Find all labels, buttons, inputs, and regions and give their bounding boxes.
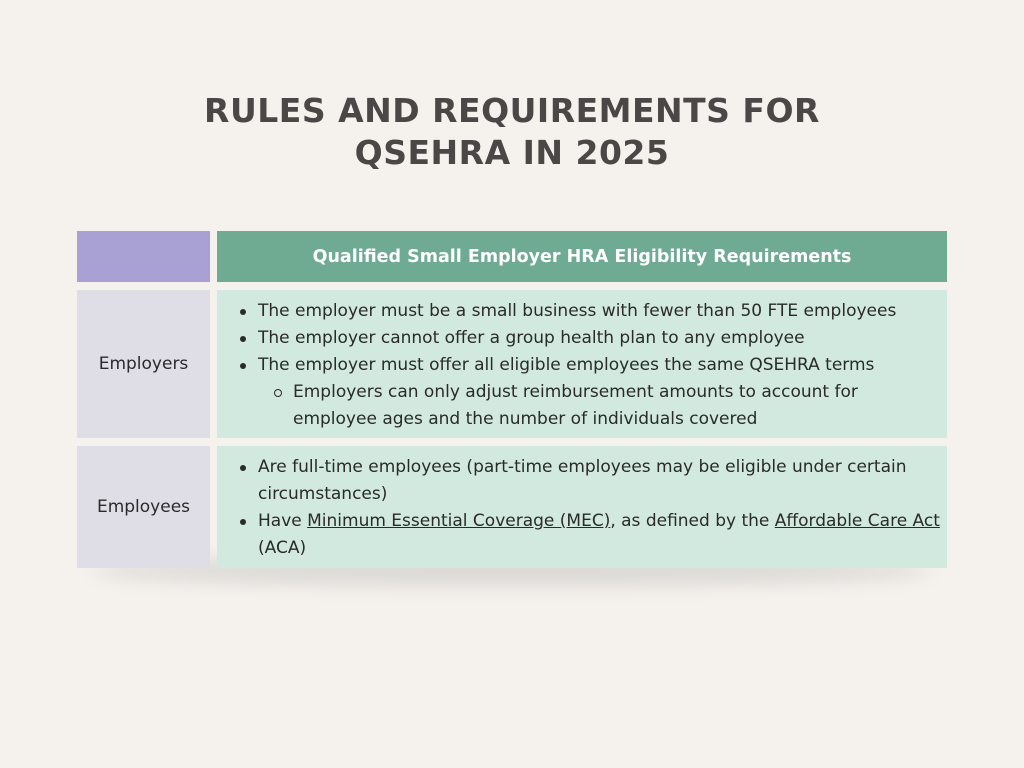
row-content-employers — [217, 290, 947, 438]
sub-list-item: Employers can only adjust reimbursement amounts to account for employee ages and the number of individuals covered — [217, 379, 947, 433]
page-title — [0, 90, 1024, 174]
list-item: Are full-time employees (part-time employees may be eligible under certain circumstances) — [217, 454, 947, 508]
list-item: The employer must be a small business with fewer than 50 FTE employees — [217, 298, 947, 325]
row-label-employees: Employees — [77, 446, 210, 568]
page-title-line-2: QSEHRA IN 2025 — [354, 133, 670, 172]
table-header: Qualified Small Employer HRA Eligibility Requirements — [217, 231, 947, 282]
row-label-employers: Employers — [77, 290, 210, 438]
list-item-mec — [217, 508, 947, 562]
mec-prefix: Have — [258, 511, 308, 531]
list-item-text: The employer must offer all eligible employees the same QSEHRA terms — [258, 355, 875, 375]
mec-middle: , as defined by the — [610, 511, 775, 531]
page-title-line-1: RULES AND REQUIREMENTS FOR — [204, 91, 820, 130]
table-corner-cell — [77, 231, 210, 282]
row-content-employees — [217, 446, 947, 568]
list-item: The employer cannot offer a group health plan to any employee — [217, 325, 947, 352]
mec-link[interactable]: Minimum Essential Coverage (MEC) — [307, 511, 611, 531]
mec-suffix: (ACA) — [258, 538, 307, 558]
affordable-care-act-link[interactable]: Affordable Care Act — [774, 511, 940, 531]
list-item — [217, 352, 947, 433]
